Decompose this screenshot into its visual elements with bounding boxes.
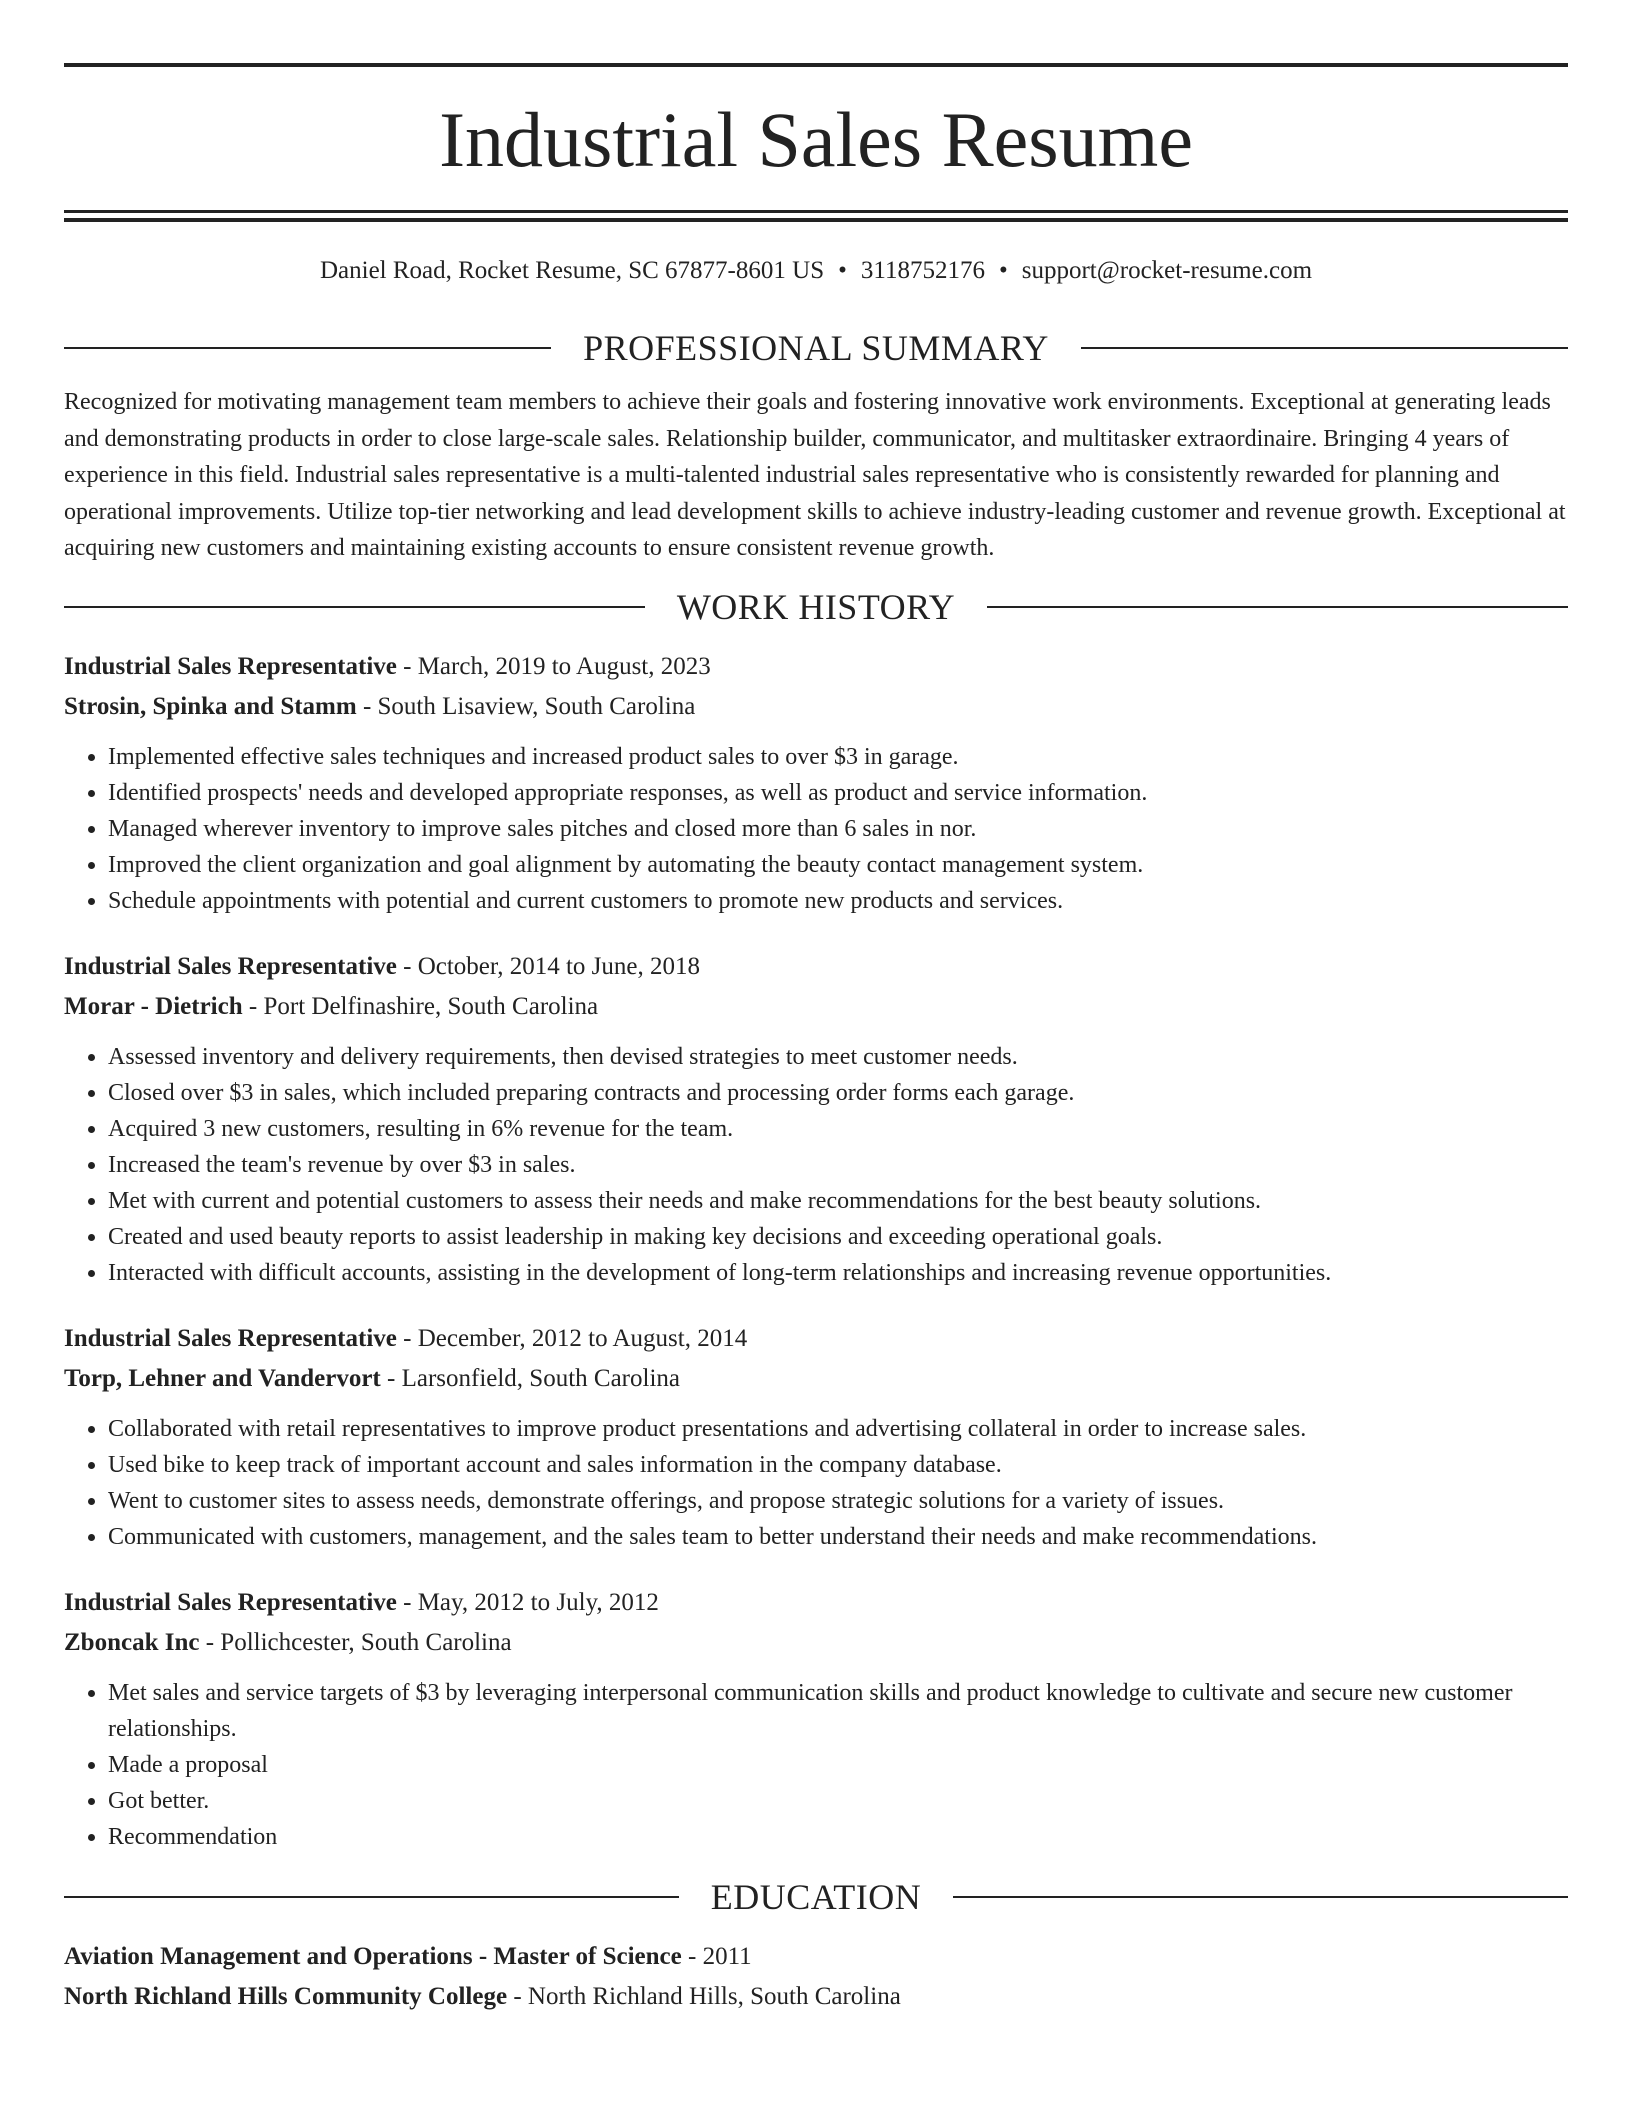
contact-address: Daniel Road, Rocket Resume, SC 67877-8601 US	[319, 257, 825, 284]
job-bullet: • Collaborated with retail representatives to improve product presentations and advertising collateral in order to increase sales.	[108, 1411, 1568, 1447]
job-bullet: • Managed wherever inventory to improve sales pitches and closed more than 6 sales in nor.	[108, 811, 1568, 847]
resume-page	[64, 0, 1568, 2017]
summary-text: Recognized for motivating management team members to achieve their goals and fostering innovative work environments. Exceptional at generating leads and demonstrating products in order to close large-scale sales. Relationship builder, communicator, and multitasker extraordinaire. Bringing 4 years of experience in this field. Industrial sales representative is a multi-talented industrial sales representative who is consistently rewarded for planning and operational improvements. Utilize top-tier networking and lead development skills to achieve industry-leading customer and revenue growth. Exceptional at acquiring new customers and maintaining existing accounts to ensure consistent revenue growth.	[64, 389, 1566, 561]
contact-separator: •	[838, 257, 847, 284]
job-company: Zboncak Inc	[64, 1628, 200, 1656]
job-bullets	[64, 1411, 1568, 1555]
job-title: Industrial Sales Representative	[64, 1588, 397, 1616]
education-heading-label: EDUCATION	[710, 1876, 922, 1917]
job-bullets	[64, 739, 1568, 919]
education-entry	[64, 1937, 1568, 2017]
job-company: Morar - Dietrich	[64, 992, 243, 1020]
job-list	[64, 647, 1568, 1855]
education-school: North Richland Hills Community College	[64, 1982, 508, 2010]
job-entry	[64, 1583, 1568, 1855]
job-bullet: • Schedule appointments with potential and current customers to promote new products and services.	[108, 883, 1568, 919]
job-bullet: • Interacted with difficult accounts, assisting in the development of long-term relationships and increasing revenue opportunities.	[108, 1255, 1568, 1291]
education-degree: Aviation Management and Operations - Master of Science	[64, 1942, 682, 1970]
job-dates: - March, 2019 to August, 2023	[396, 652, 711, 680]
job-bullet: • Identified prospects' needs and developed appropriate responses, as well as product and service information.	[108, 775, 1568, 811]
job-bullet: • Improved the client organization and goal alignment by automating the beauty contact management system.	[108, 847, 1568, 883]
education-heading	[64, 1875, 1568, 1919]
resume-title: Industrial Sales Resume	[439, 96, 1193, 183]
job-company: Torp, Lehner and Vandervort	[64, 1364, 381, 1392]
job-bullet: • Acquired 3 new customers, resulting in 6% revenue for the team.	[108, 1111, 1568, 1147]
work-history-heading-label: WORK HISTORY	[676, 586, 956, 627]
job-bullet: • Increased the team's revenue by over $3 in sales.	[108, 1147, 1568, 1183]
job-entry	[64, 1319, 1568, 1555]
contact-email: support@rocket-resume.com	[1021, 257, 1313, 284]
job-bullet: • Got better.	[108, 1783, 1568, 1819]
job-bullet: • Went to customer sites to assess needs, demonstrate offerings, and propose strategic solutions for a variety of issues.	[108, 1483, 1568, 1519]
job-entry	[64, 947, 1568, 1291]
job-bullet: • Used bike to keep track of important account and sales information in the company database.	[108, 1447, 1568, 1483]
job-bullet: • Met sales and service targets of $3 by leveraging interpersonal communication skills and product knowledge to cultivate and secure new customer relationships.	[108, 1675, 1568, 1747]
top-rule	[64, 63, 1568, 67]
job-dates: - October, 2014 to June, 2018	[396, 952, 700, 980]
job-location: - Larsonfield, South Carolina	[380, 1364, 680, 1392]
job-title: Industrial Sales Representative	[64, 952, 397, 980]
title-double-rule	[64, 210, 1568, 222]
job-entry	[64, 647, 1568, 919]
summary-heading	[64, 326, 1568, 370]
summary-heading-label: PROFESSIONAL SUMMARY	[583, 328, 1049, 368]
job-bullets	[64, 1675, 1568, 1855]
job-bullet: • Met with current and potential customers to assess their needs and make recommendations for the best beauty solutions.	[108, 1183, 1568, 1219]
job-bullet: • Communicated with customers, management, and the sales team to better understand their needs and make recommendations.	[108, 1519, 1568, 1555]
job-bullet: • Created and used beauty reports to assist leadership in making key decisions and exceeding operational goals.	[108, 1219, 1568, 1255]
job-bullets	[64, 1039, 1568, 1291]
job-title: Industrial Sales Representative	[64, 652, 397, 680]
contact-phone: 3118752176	[860, 257, 985, 284]
job-title: Industrial Sales Representative	[64, 1324, 397, 1352]
job-location: - Port Delfinashire, South Carolina	[242, 992, 599, 1020]
education-location: - North Richland Hills, South Carolina	[507, 1982, 901, 2010]
education-year: - 2011	[681, 1942, 752, 1970]
job-bullet: • Recommendation	[108, 1819, 1568, 1855]
job-dates: - May, 2012 to July, 2012	[396, 1588, 659, 1616]
job-bullet: • Implemented effective sales techniques and increased product sales to over $3 in garage.	[108, 739, 1568, 775]
job-bullet: • Assessed inventory and delivery requirements, then devised strategies to meet customer needs.	[108, 1039, 1568, 1075]
contact-separator: •	[998, 257, 1008, 284]
job-dates: - December, 2012 to August, 2014	[396, 1324, 748, 1352]
work-history-heading	[64, 585, 1568, 629]
job-bullet: • Made a proposal	[108, 1747, 1568, 1783]
job-company: Strosin, Spinka and Stamm	[64, 692, 357, 720]
contact-line	[64, 256, 1568, 286]
job-location: - South Lisaview, South Carolina	[356, 692, 696, 720]
job-location: - Pollichcester, South Carolina	[199, 1628, 512, 1656]
job-bullet: • Closed over $3 in sales, which included preparing contracts and processing order forms each garage.	[108, 1075, 1568, 1111]
